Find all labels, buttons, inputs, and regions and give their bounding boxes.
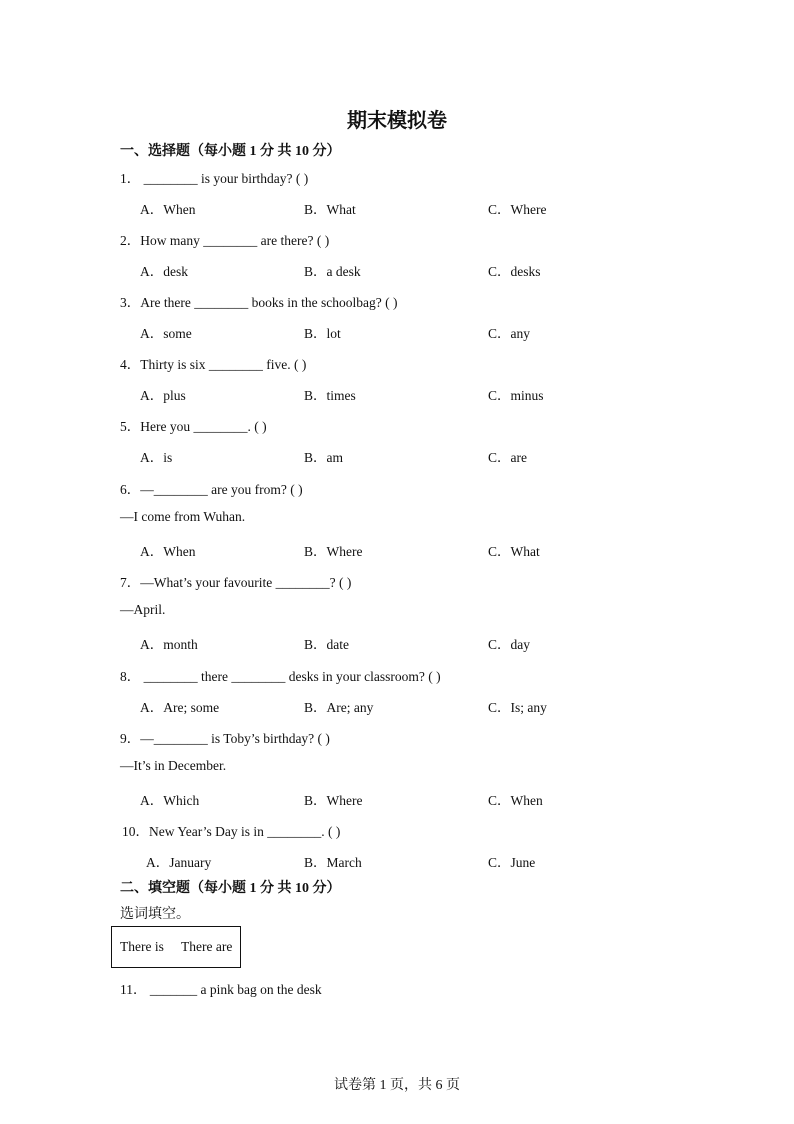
question-7: 7．—What’s your favourite ________? ( ) [120, 575, 352, 590]
section-heading-choice: 一、选择题（每小题 1 分 共 10 分） [120, 144, 341, 159]
option-b: B．What [304, 202, 356, 217]
option-a: A．plus [140, 388, 186, 403]
option-a: A．January [146, 855, 212, 870]
option-c: C．any [488, 326, 530, 341]
question-2: 2．How many ________ are there? ( ) [120, 233, 330, 248]
option-b: B．date [304, 637, 349, 652]
question-6: 6．—________ are you from? ( ) [120, 482, 303, 497]
word-there-are: There are [181, 939, 233, 954]
reply-9: —It’s in December. [120, 758, 227, 773]
option-b: B．Are; any [304, 700, 374, 715]
question-9: 9．—________ is Toby’s birthday? ( ) [120, 731, 330, 746]
option-b: B．a desk [304, 264, 361, 279]
page-title: 期末模拟卷 [347, 110, 447, 132]
option-c: C．Is; any [488, 700, 547, 715]
word-there-is: There is [120, 939, 164, 954]
question-5: 5．Here you ________. ( ) [120, 419, 267, 434]
option-a: A．Which [140, 793, 200, 808]
question-1: 1． ________ is your birthday? ( ) [120, 171, 309, 186]
option-b: B．times [304, 388, 356, 403]
option-c: C．desks [488, 264, 541, 279]
question-11: 11． _______ a pink bag on the desk [120, 982, 322, 997]
option-c: C．June [488, 855, 536, 870]
option-a: A．When [140, 544, 196, 559]
section-heading-fill-blank: 二、填空题（每小题 1 分 共 10 分） [120, 881, 341, 896]
question-10: 10．New Year’s Day is in ________. ( ) [122, 824, 341, 839]
instruction: 选词填空。 [120, 907, 190, 922]
option-a: A．Are; some [140, 700, 220, 715]
option-c: C．are [488, 450, 527, 465]
option-a: A．When [140, 202, 196, 217]
option-a: A．desk [140, 264, 188, 279]
page-footer: 试卷第 1 页，共 6 页 [334, 1078, 460, 1093]
option-a: A．is [140, 450, 173, 465]
option-b: B．Where [304, 793, 363, 808]
option-b: B．lot [304, 326, 341, 341]
reply-6: —I come from Wuhan. [120, 509, 246, 524]
option-b: B．Where [304, 544, 363, 559]
option-c: C．What [488, 544, 540, 559]
option-b: B．am [304, 450, 343, 465]
question-8: 8． ________ there ________ desks in your classroom? ( ) [120, 669, 441, 684]
option-c: C．minus [488, 388, 544, 403]
option-a: A．month [140, 637, 198, 652]
option-a: A．some [140, 326, 192, 341]
question-3: 3．Are there ________ books in the schoolbag? ( ) [120, 295, 398, 310]
reply-7: —April. [120, 602, 166, 617]
option-c: C．Where [488, 202, 547, 217]
option-c: C．When [488, 793, 543, 808]
option-c: C．day [488, 637, 530, 652]
question-4: 4．Thirty is six ________ five. ( ) [120, 357, 307, 372]
option-b: B．March [304, 855, 362, 870]
word-box [111, 926, 241, 968]
